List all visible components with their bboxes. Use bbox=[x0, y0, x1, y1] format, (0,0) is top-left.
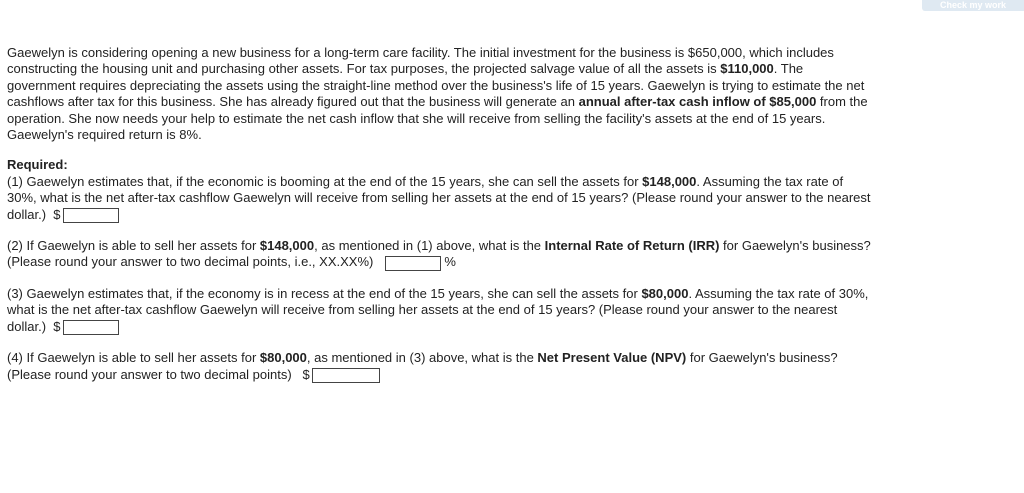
question-4-sale-price: $80,000 bbox=[259, 350, 307, 366]
check-my-work-button[interactable]: Check my work bbox=[922, 0, 1024, 11]
question-3 bbox=[7, 286, 875, 335]
question-1-sale-price: $148,000 bbox=[642, 173, 697, 189]
problem-content bbox=[7, 45, 875, 383]
question-4-text-1: (4) If Gaewelyn is able to sell her assets for bbox=[7, 350, 260, 366]
question-3-text-1: (3) Gaewelyn estimates that, if the economy is in recess at the end of the 15 years, she can sell the assets for bbox=[7, 285, 642, 301]
question-2 bbox=[7, 238, 875, 271]
question-1-text-1: (1) Gaewelyn estimates that, if the economic is booming at the end of the 15 years, she can sell the assets for bbox=[7, 173, 643, 189]
question-3-text-2: . Assuming the tax rate of 30%, what is the net after-tax cashflow Gaewelyn will receive from selling her assets at the end of 15 years? (Please round your answer to the nearest dollar.) bbox=[7, 285, 869, 334]
question-3-sale-price: $80,000 bbox=[641, 285, 689, 301]
question-2-irr-label: Internal Rate of Return (IRR) bbox=[544, 238, 720, 254]
required-heading: Required: bbox=[7, 157, 68, 173]
question-2-text-2: , as mentioned in (1) above, what is the bbox=[314, 238, 545, 254]
question-1-currency: $ bbox=[53, 206, 61, 222]
intro-text-3: from the operation. She now needs your help to estimate the net cash inflow that she will receive from selling the facility's assets at the end of 15 years. Gaewelyn's required return is 8%. bbox=[7, 94, 868, 143]
problem-statement bbox=[7, 45, 875, 143]
intro-text-1: Gaewelyn is considering opening a new business for a long-term care facility. The initial investment for the business is $650,000, which includes constructing the housing unit and purchasing other assets. For tax purposes, the projected salvage value of all the assets is bbox=[7, 45, 834, 77]
question-4-answer-input[interactable] bbox=[312, 368, 380, 383]
intro-text-2: . The government requires depreciating the assets using the straight-line method over the business's life of 15 years. Gaewelyn is trying to estimate the net cashflows after tax for this business. She has already figured out that the business will generate an bbox=[7, 61, 865, 110]
intro-annual-inflow: annual after-tax cash inflow of $85,000 bbox=[578, 94, 817, 110]
question-3-answer-input[interactable] bbox=[63, 320, 119, 335]
question-1 bbox=[7, 174, 875, 223]
question-2-sale-price: $148,000 bbox=[259, 238, 315, 254]
intro-salvage-value: $110,000 bbox=[720, 61, 774, 77]
question-1-text-2: . Assuming the tax rate of 30%, what is the net after-tax cashflow Gaewelyn will receive from selling her assets at the end of 15 years? (Please round your answer to the nearest dollar.) bbox=[7, 173, 871, 222]
question-3-currency: $ bbox=[53, 318, 61, 334]
question-2-text-3: for Gaewelyn's business? (Please round your answer to two decimal points, i.e., XX.XX%) bbox=[7, 238, 871, 270]
question-2-answer-input[interactable] bbox=[385, 256, 441, 271]
question-4-text-2: , as mentioned in (3) above, what is the bbox=[306, 350, 538, 366]
question-4-currency: $ bbox=[302, 366, 310, 382]
question-4-npv-label: Net Present Value (NPV) bbox=[537, 350, 687, 366]
question-4-text-3: for Gaewelyn's business? (Please round your answer to two decimal points) bbox=[7, 350, 838, 382]
question-4 bbox=[7, 350, 875, 383]
question-2-text-1: (2) If Gaewelyn is able to sell her assets for bbox=[7, 238, 260, 254]
question-2-percent: % bbox=[444, 254, 456, 270]
question-1-answer-input[interactable] bbox=[63, 208, 119, 223]
